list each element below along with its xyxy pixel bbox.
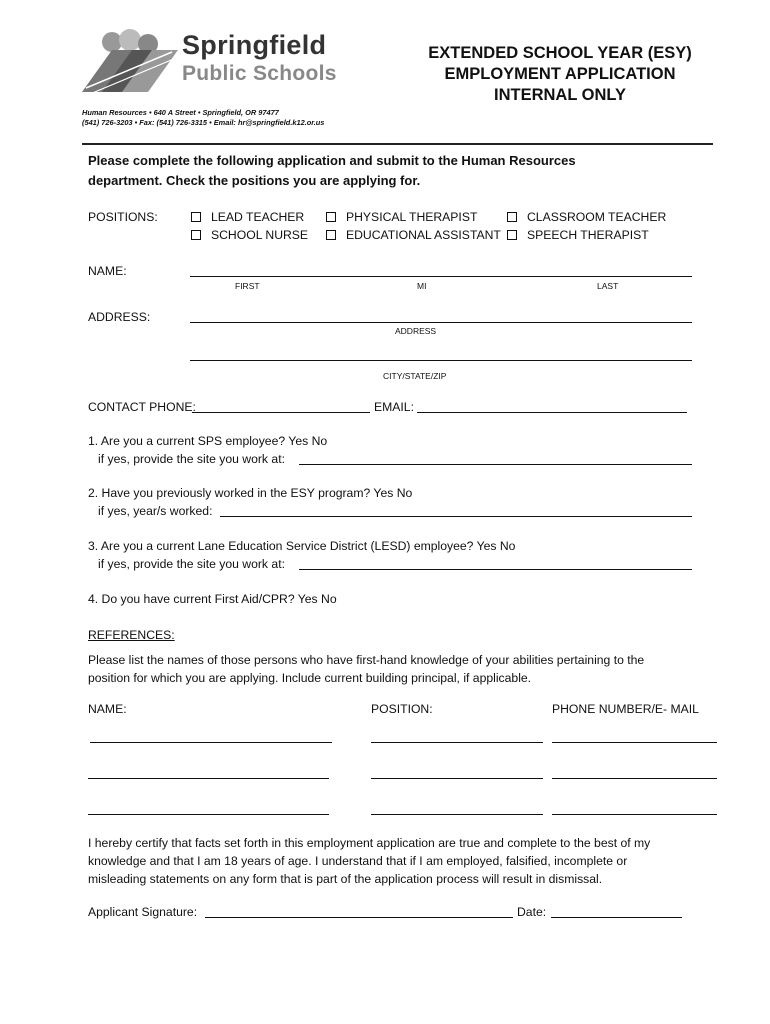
intro-line-2: department. Check the positions you are applying for.	[88, 173, 421, 188]
question-3-sub: if yes, provide the site you work at:	[98, 557, 285, 571]
city-state-zip-caption: CITY/STATE/ZIP	[383, 371, 447, 381]
date-label: Date:	[517, 905, 547, 919]
position-classroom-teacher[interactable]: CLASSROOM TEACHER	[507, 210, 666, 224]
reference-2-name-field[interactable]	[88, 778, 329, 779]
contact-phone-field[interactable]	[192, 412, 370, 413]
intro-line-1: Please complete the following application and submit to the Human Resources	[88, 153, 576, 168]
question-1: 1. Are you a current SPS employee? Yes No	[88, 434, 328, 448]
reference-3-position-field[interactable]	[371, 814, 543, 815]
question-3-site-field[interactable]	[299, 569, 692, 570]
form-title: EXTENDED SCHOOL YEAR (ESY) EMPLOYMENT APPLICATION INTERNAL ONLY	[428, 44, 692, 104]
reference-2-phone-field[interactable]	[552, 778, 717, 779]
reference-3-name-field[interactable]	[88, 814, 329, 815]
references-phone-header: PHONE NUMBER/E- MAIL	[552, 702, 699, 716]
position-physical-therapist[interactable]: PHYSICAL THERAPIST	[326, 210, 477, 224]
question-2-sub: if yes, year/s worked:	[98, 504, 213, 518]
checkbox-icon[interactable]	[326, 212, 336, 222]
checkbox-icon[interactable]	[191, 212, 201, 222]
school-logo-icon	[82, 28, 182, 100]
certify-line-2: knowledge and that I am 18 years of age. I understand that if I am employed, falsified, incomplete or	[88, 854, 628, 868]
references-heading: REFERENCES:	[88, 628, 175, 642]
address-caption: ADDRESS	[395, 326, 437, 336]
position-speech-therapist[interactable]: SPEECH THERAPIST	[507, 228, 649, 242]
checkbox-icon[interactable]	[507, 212, 517, 222]
contact-address: Human Resources • 640 A Street • Springfield, OR 97477	[82, 108, 279, 117]
certify-line-1: I hereby certify that facts set forth in this employment application are true and complete to the best of my	[88, 836, 651, 850]
signature-label: Applicant Signature:	[88, 905, 198, 919]
question-4: 4. Do you have current First Aid/CPR? Yes No	[88, 592, 337, 606]
checkbox-icon[interactable]	[507, 230, 517, 240]
reference-1-name-field[interactable]	[90, 742, 332, 743]
question-1-sub: if yes, provide the site you work at:	[98, 452, 285, 466]
name-first-caption: FIRST	[235, 281, 260, 291]
question-2-years-field[interactable]	[220, 516, 692, 517]
question-1-site-field[interactable]	[299, 464, 692, 465]
question-3: 3. Are you a current Lane Education Service District (LESD) employee? Yes No	[88, 539, 516, 553]
reference-1-position-field[interactable]	[371, 742, 543, 743]
date-field[interactable]	[551, 917, 682, 918]
header-divider	[82, 143, 713, 145]
contact-phone-email: (541) 726-3203 • Fax: (541) 726-3315 • Email: hr@springfield.k12.or.us	[82, 118, 325, 127]
references-position-header: POSITION:	[371, 702, 433, 716]
reference-3-phone-field[interactable]	[552, 814, 717, 815]
name-last-caption: LAST	[597, 281, 619, 291]
name-mi-caption: MI	[417, 281, 427, 291]
email-label: EMAIL:	[374, 400, 414, 414]
references-instructions-2: position for which you are applying. Include current building principal, if applicable.	[88, 671, 532, 685]
position-educational-assistant[interactable]: EDUCATIONAL ASSISTANT	[326, 228, 501, 242]
references-name-header: NAME:	[88, 702, 127, 716]
checkbox-icon[interactable]	[191, 230, 201, 240]
certify-line-3: misleading statements on any form that is part of the application process will result in dismissal.	[88, 872, 603, 886]
address-field[interactable]	[190, 322, 692, 323]
address-label: ADDRESS:	[88, 310, 151, 324]
district-logo	[82, 28, 344, 100]
name-field[interactable]	[190, 276, 692, 277]
name-label: NAME:	[88, 264, 127, 278]
reference-2-position-field[interactable]	[371, 778, 543, 779]
checkbox-icon[interactable]	[326, 230, 336, 240]
logo-subtitle: Public Schools	[182, 62, 337, 85]
question-2: 2. Have you previously worked in the ESY program? Yes No	[88, 486, 413, 500]
position-lead-teacher[interactable]: LEAD TEACHER	[191, 210, 304, 224]
references-instructions-1: Please list the names of those persons who have first-hand knowledge of your abilities pertaining to the	[88, 653, 645, 667]
email-field[interactable]	[417, 412, 687, 413]
contact-phone-label: CONTACT PHONE:	[88, 400, 196, 414]
positions-label: POSITIONS:	[88, 210, 158, 224]
logo-name: Springfield	[182, 30, 327, 60]
city-state-zip-field[interactable]	[190, 360, 692, 361]
reference-1-phone-field[interactable]	[552, 742, 717, 743]
signature-field[interactable]	[205, 917, 513, 918]
position-school-nurse[interactable]: SCHOOL NURSE	[191, 228, 308, 242]
